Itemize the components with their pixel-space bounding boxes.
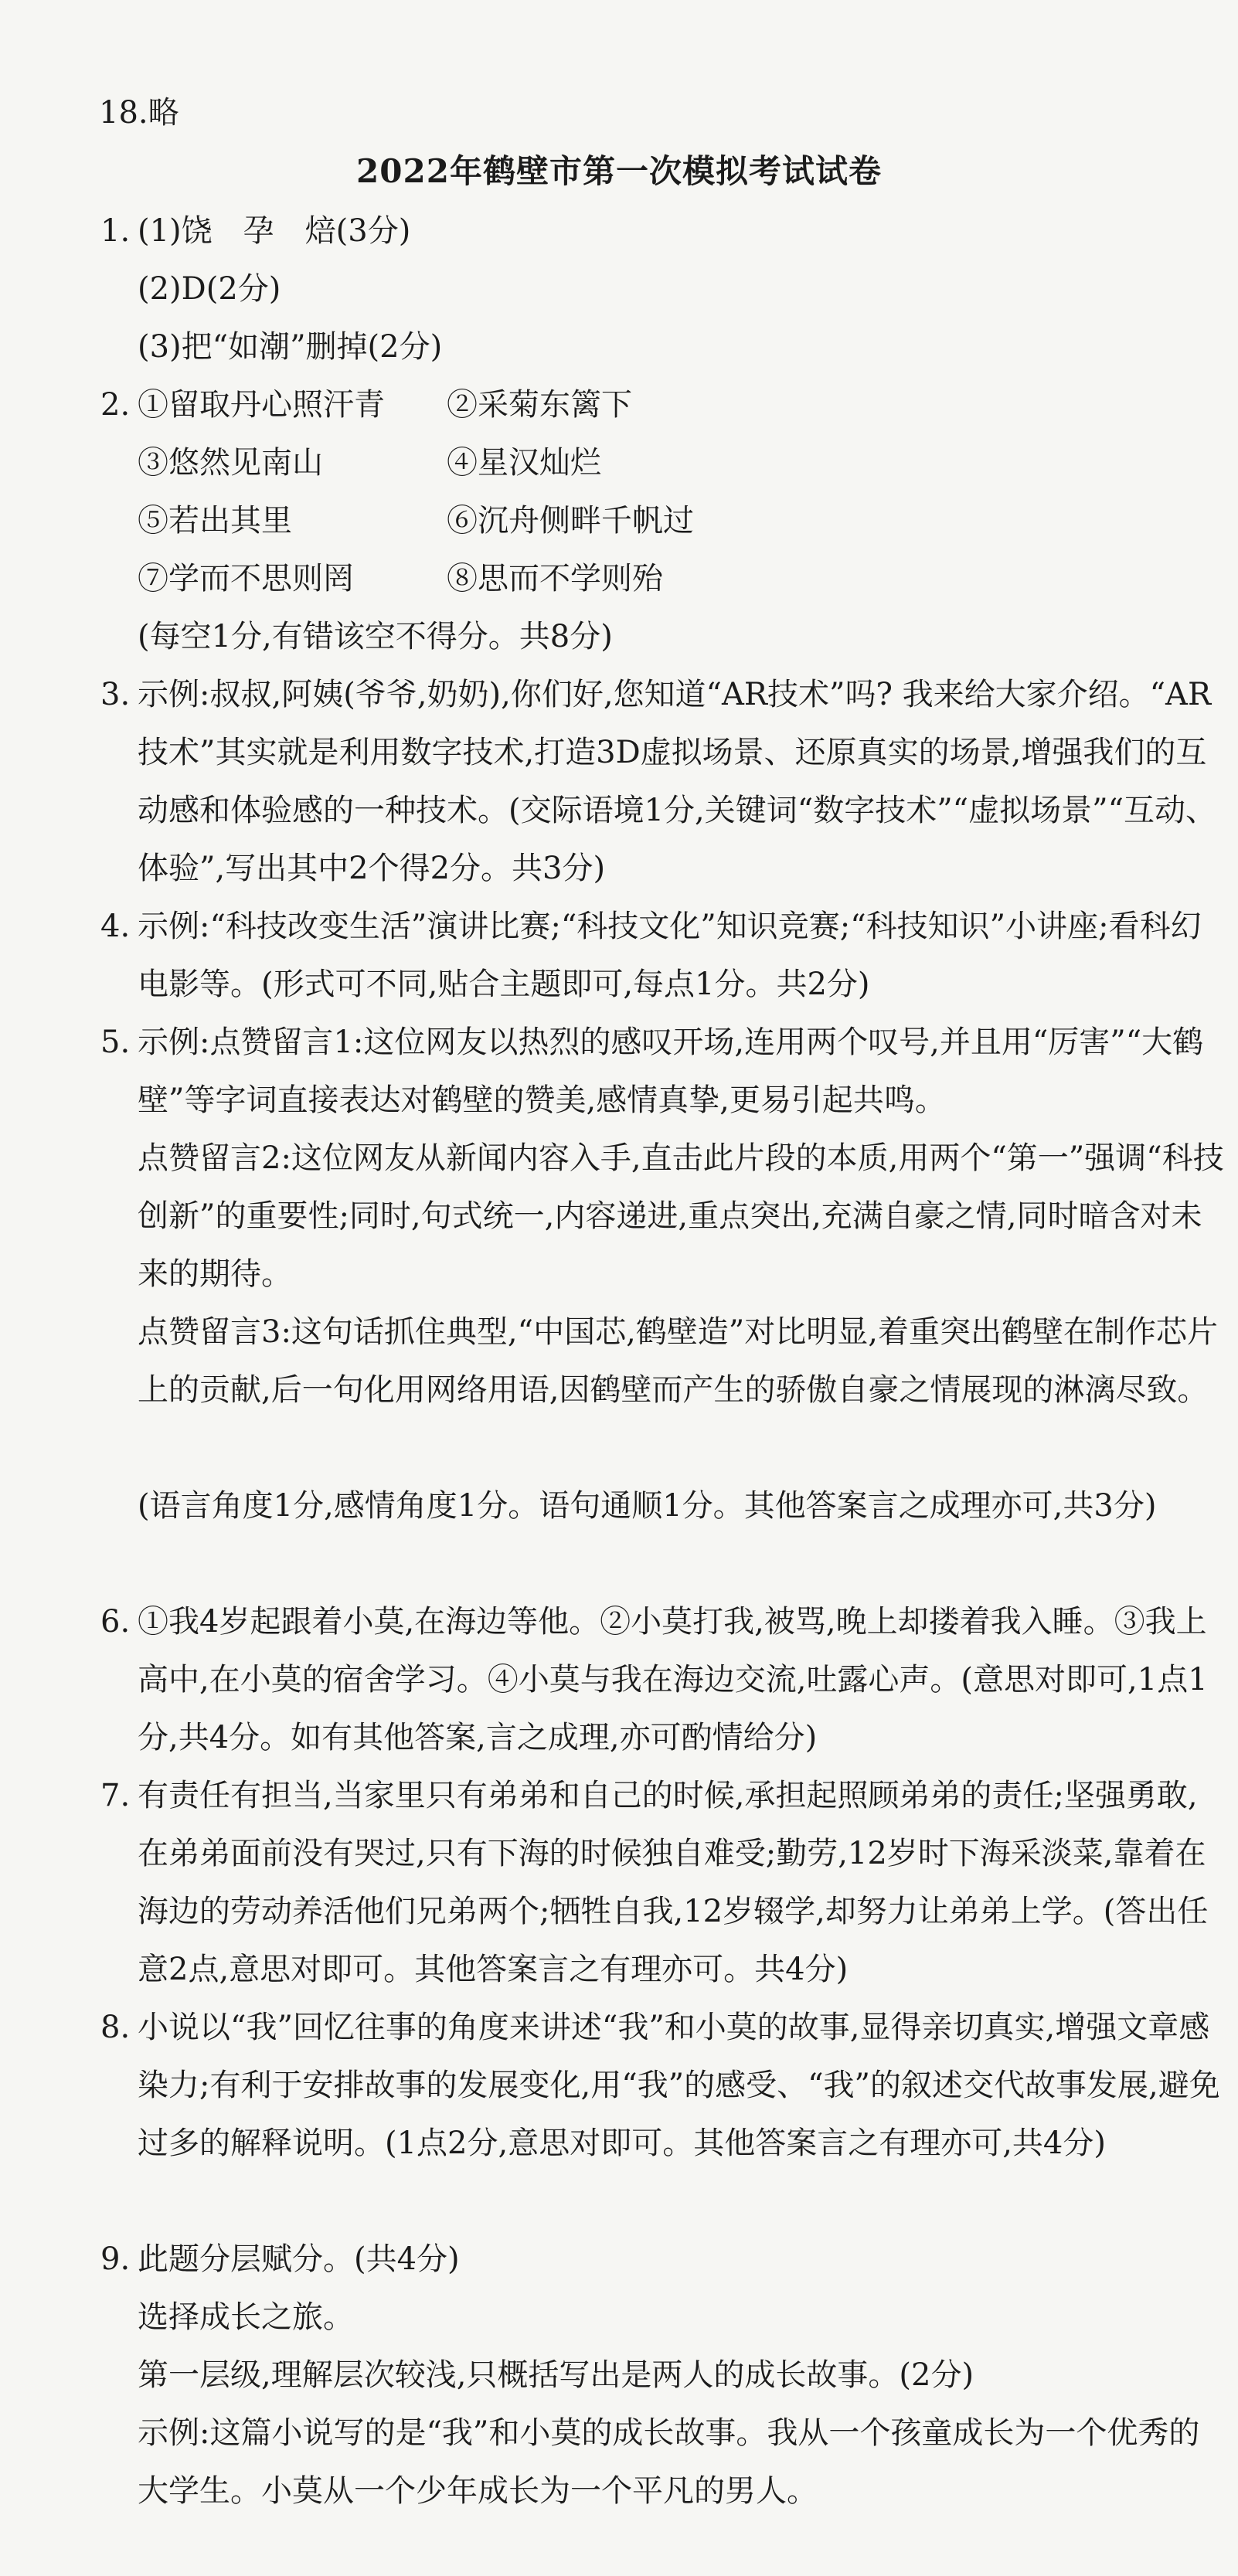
answer-item xyxy=(100,1303,1227,1419)
item-number: 3. xyxy=(100,677,131,712)
answer-item xyxy=(100,492,1227,550)
answer-item xyxy=(100,376,1227,434)
item-text: (1)饶 孕 焙(3分) xyxy=(138,213,411,249)
item-text: ①留取丹心照汗青 ②采菊东篱下 xyxy=(138,387,632,423)
item-text: (语言角度1分,感情角度1分。语句通顺1分。其他答案言之成理亦可,共3分) xyxy=(138,1488,1157,1524)
answer-item xyxy=(100,1130,1227,1303)
item-text: (2)D(2分) xyxy=(138,271,281,307)
item-number: 9. xyxy=(100,2241,131,2277)
item-text: 示例:“科技改变生活”演讲比赛;“科技文化”知识竞赛;“科技知识”小讲座;看科幻电影等。(形式可不同,贴合主题即可,每点1分。共2分) xyxy=(138,909,1202,1002)
item-number: 1. xyxy=(100,213,131,249)
item-text: 示例:点赞留言1:这位网友以热烈的感叹开场,连用两个叹号,并且用“厉害”“大鹤壁”等字词直接表达对鹤壁的赞美,感情真挚,更易引起共鸣。 xyxy=(138,1025,1204,1118)
item-text: 选择成长之旅。 xyxy=(138,2299,354,2335)
answer-item xyxy=(100,1593,1227,1767)
item-number: 6. xyxy=(100,1604,131,1640)
item-text: 点赞留言3:这句话抓住典型,“中国芯,鹤壁造”对比明显,着重突出鹤壁在制作芯片上的贡献,后一句化用网络用语,因鹤壁而产生的骄傲自豪之情展现的淋漓尽致。 xyxy=(138,1314,1218,1408)
item-text: ⑤若出其里 ⑥沉舟侧畔千帆过 xyxy=(138,503,694,539)
item-text: 第一层级,理解层次较浅,只概括写出是两人的成长故事。(2分) xyxy=(138,2357,974,2393)
answer-item xyxy=(100,260,1227,318)
answer-item xyxy=(100,550,1227,608)
answer-item xyxy=(100,1477,1227,1535)
item-text: (3)把“如潮”删掉(2分) xyxy=(138,329,443,365)
item-text: ③悠然见南山 ④星汉灿烂 xyxy=(138,445,601,481)
item-number: 4. xyxy=(100,909,131,944)
answer-item xyxy=(100,1014,1227,1130)
item-text: ①我4岁起跟着小莫,在海边等他。②小莫打我,被骂,晚上却搂着我入睡。③我上高中,在小莫的宿舍学习。④小莫与我在海边交流,吐露心声。(意思对即可,1点1分,共4分。如有其他答案,言之成理,亦可酌情给分) xyxy=(138,1604,1208,1755)
page-title: 2022年鹤壁市第一次模拟考试试卷 xyxy=(356,152,882,190)
item-text: 有责任有担当,当家里只有弟弟和自己的时候,承担起照顾弟弟的责任;坚强勇敢,在弟弟面前没有哭过,只有下海的时候独自难受;勤劳,12岁时下海采淡菜,靠着在海边的劳动养活他们兄弟两个;牺牲自我,12岁辍学,却努力让弟弟上学。(答出任意2点,意思对即可。其他答案言之有理亦可。共4分) xyxy=(138,1778,1209,1987)
item-number: 5. xyxy=(100,1025,131,1060)
answer-item xyxy=(100,1767,1227,1999)
answer-item xyxy=(100,608,1227,666)
item-text: 示例:叔叔,阿姨(爷爷,奶奶),你们好,您知道“AR技术”吗? 我来给大家介绍。“AR技术”其实就是利用数字技术,打造3D虚拟场景、还原真实的场景,增强我们的互动感和体验感的一种技术。(交际语境1分,关键词“数字技术”“虚拟场景”“互动、体验”,写出其中2个得2分。共3分) xyxy=(138,677,1217,886)
item-number: 2. xyxy=(100,387,131,423)
answer-item xyxy=(100,2404,1227,2520)
item-text: ⑦学而不思则罔 ⑧思而不学则殆 xyxy=(138,561,663,596)
answer-item xyxy=(100,2347,1227,2404)
answer-item xyxy=(100,434,1227,492)
answer-item xyxy=(100,202,1227,260)
header-note: 18.略 xyxy=(99,95,179,131)
item-number: 8. xyxy=(100,2010,131,2045)
answer-item xyxy=(100,666,1227,898)
answer-item xyxy=(100,318,1227,376)
answer-item xyxy=(100,2289,1227,2347)
item-text: 小说以“我”回忆往事的角度来讲述“我”和小莫的故事,显得亲切真实,增强文章感染力;有利于安排故事的发展变化,用“我”的感受、“我”的叙述交代故事发展,避免过多的解释说明。(1点2分,意思对即可。其他答案言之有理亦可,共4分) xyxy=(138,2010,1220,2161)
answer-item xyxy=(100,898,1227,1014)
item-text: (每空1分,有错该空不得分。共8分) xyxy=(138,619,613,654)
item-number: 7. xyxy=(100,1778,131,1813)
item-text: 点赞留言2:这位网友从新闻内容入手,直击此片段的本质,用两个“第一”强调“科技创新”的重要性;同时,句式统一,内容递进,重点突出,充满自豪之情,同时暗含对未来的期待。 xyxy=(138,1140,1224,1292)
answer-item xyxy=(100,1999,1227,2173)
item-text: 示例:这篇小说写的是“我”和小莫的成长故事。我从一个孩童成长为一个优秀的大学生。小莫从一个少年成长为一个平凡的男人。 xyxy=(138,2415,1200,2509)
item-text: 此题分层赋分。(共4分) xyxy=(138,2241,460,2277)
answer-item xyxy=(100,2231,1227,2289)
